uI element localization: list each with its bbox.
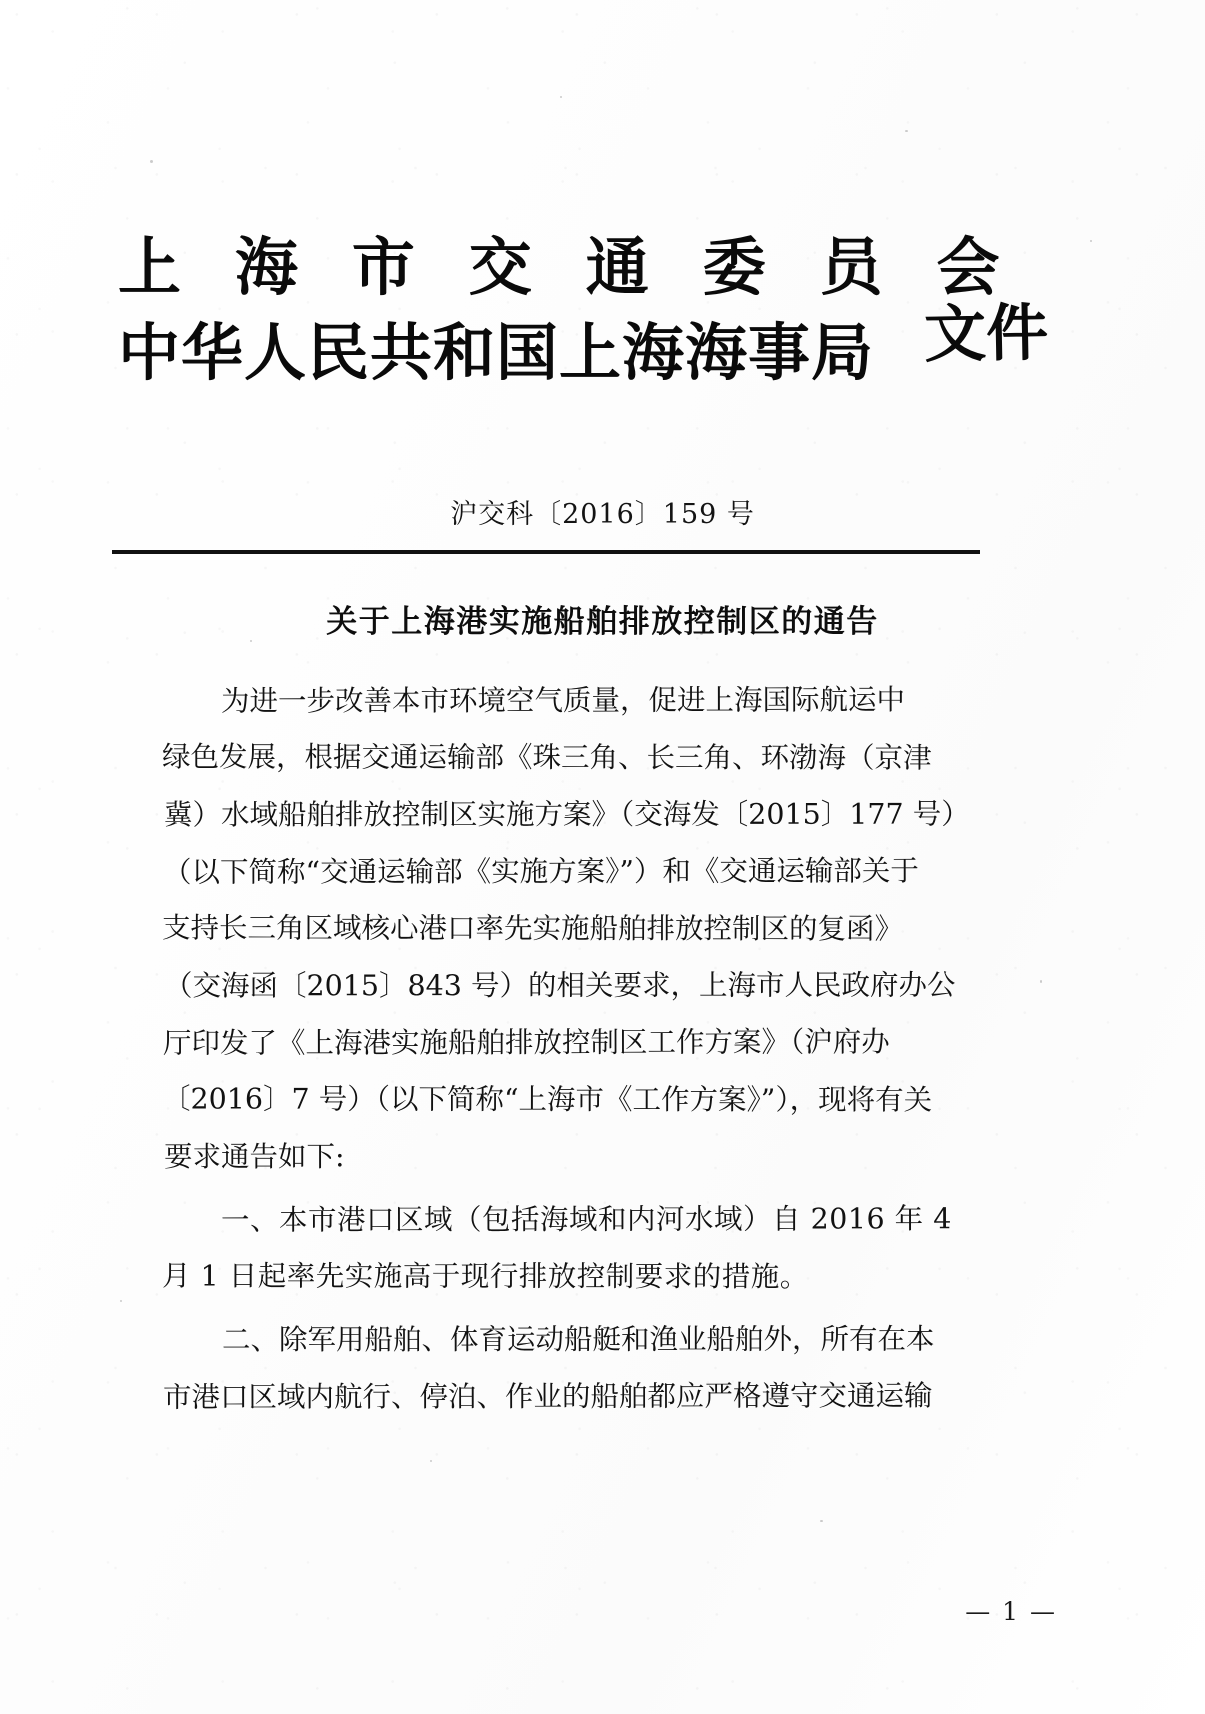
body-line: 厅印发了《上海港实施船舶排放控制区工作方案》（沪府办 [162, 1025, 890, 1060]
body-line: （交海函〔2015〕843 号）的相关要求，上海市人民政府办公 [163, 968, 956, 1003]
scan-speck [820, 1520, 823, 1522]
body-line: 冀）水域船舶排放控制区实施方案》（交海发〔2015〕177 号） [163, 797, 970, 832]
scan-speck [1040, 980, 1042, 983]
masthead-line-2: 中华人民共和国上海海事局 [118, 316, 875, 389]
body-line: 月 1 日起率先实施高于现行排放控制要求的措施。 [161, 1259, 809, 1294]
body-line: 支持长三角区域核心港口率先实施船舶排放控制区的复函》 [161, 911, 904, 946]
body-line: 绿色发展，根据交通运输部《珠三角、长三角、环渤海（京津 [161, 740, 932, 775]
page-number-marker: — 1 — [965, 1597, 1057, 1626]
body-line: 要求通告如下: [163, 1140, 345, 1174]
scan-speck [150, 160, 153, 163]
page-title: 关于上海港实施船舶排放控制区的通告 [326, 604, 879, 640]
document-number: 沪交科〔2016〕159 号 [450, 499, 755, 530]
document-body [163, 672, 981, 1431]
scan-speck [120, 1300, 122, 1302]
body-line: 市港口区域内航行、停泊、作业的船舶都应严格遵守交通运输 [162, 1379, 933, 1414]
masthead [0, 230, 1205, 426]
scan-speck [430, 1460, 432, 1462]
body-line: 〔2016〕7 号）（以下简称“上海市《工作方案》”），现将有关 [161, 1082, 933, 1117]
paragraph-preamble [163, 672, 981, 1185]
masthead-line-1: 上 海 市 交 通 委 员 会 [118, 230, 1016, 304]
body-line: （以下简称“交通运输部《实施方案》”）和《交通运输部关于 [162, 854, 919, 889]
paragraph-item-one [163, 1191, 981, 1305]
body-line: 为进一步改善本市环境空气质量，促进上海国际航运中 [220, 683, 906, 718]
paragraph-item-two [163, 1311, 981, 1425]
body-line: 一、本市港口区域（包括海域和内河水域）自 2016 年 4 [220, 1202, 952, 1237]
body-line: 二、除军用船舶、体育运动船艇和渔业船舶外，所有在本 [221, 1322, 935, 1357]
header-divider-rule [112, 550, 980, 554]
scan-speck [905, 130, 908, 132]
masthead-wenjian-label: 文件 [923, 295, 1049, 372]
scan-speck [560, 96, 562, 98]
